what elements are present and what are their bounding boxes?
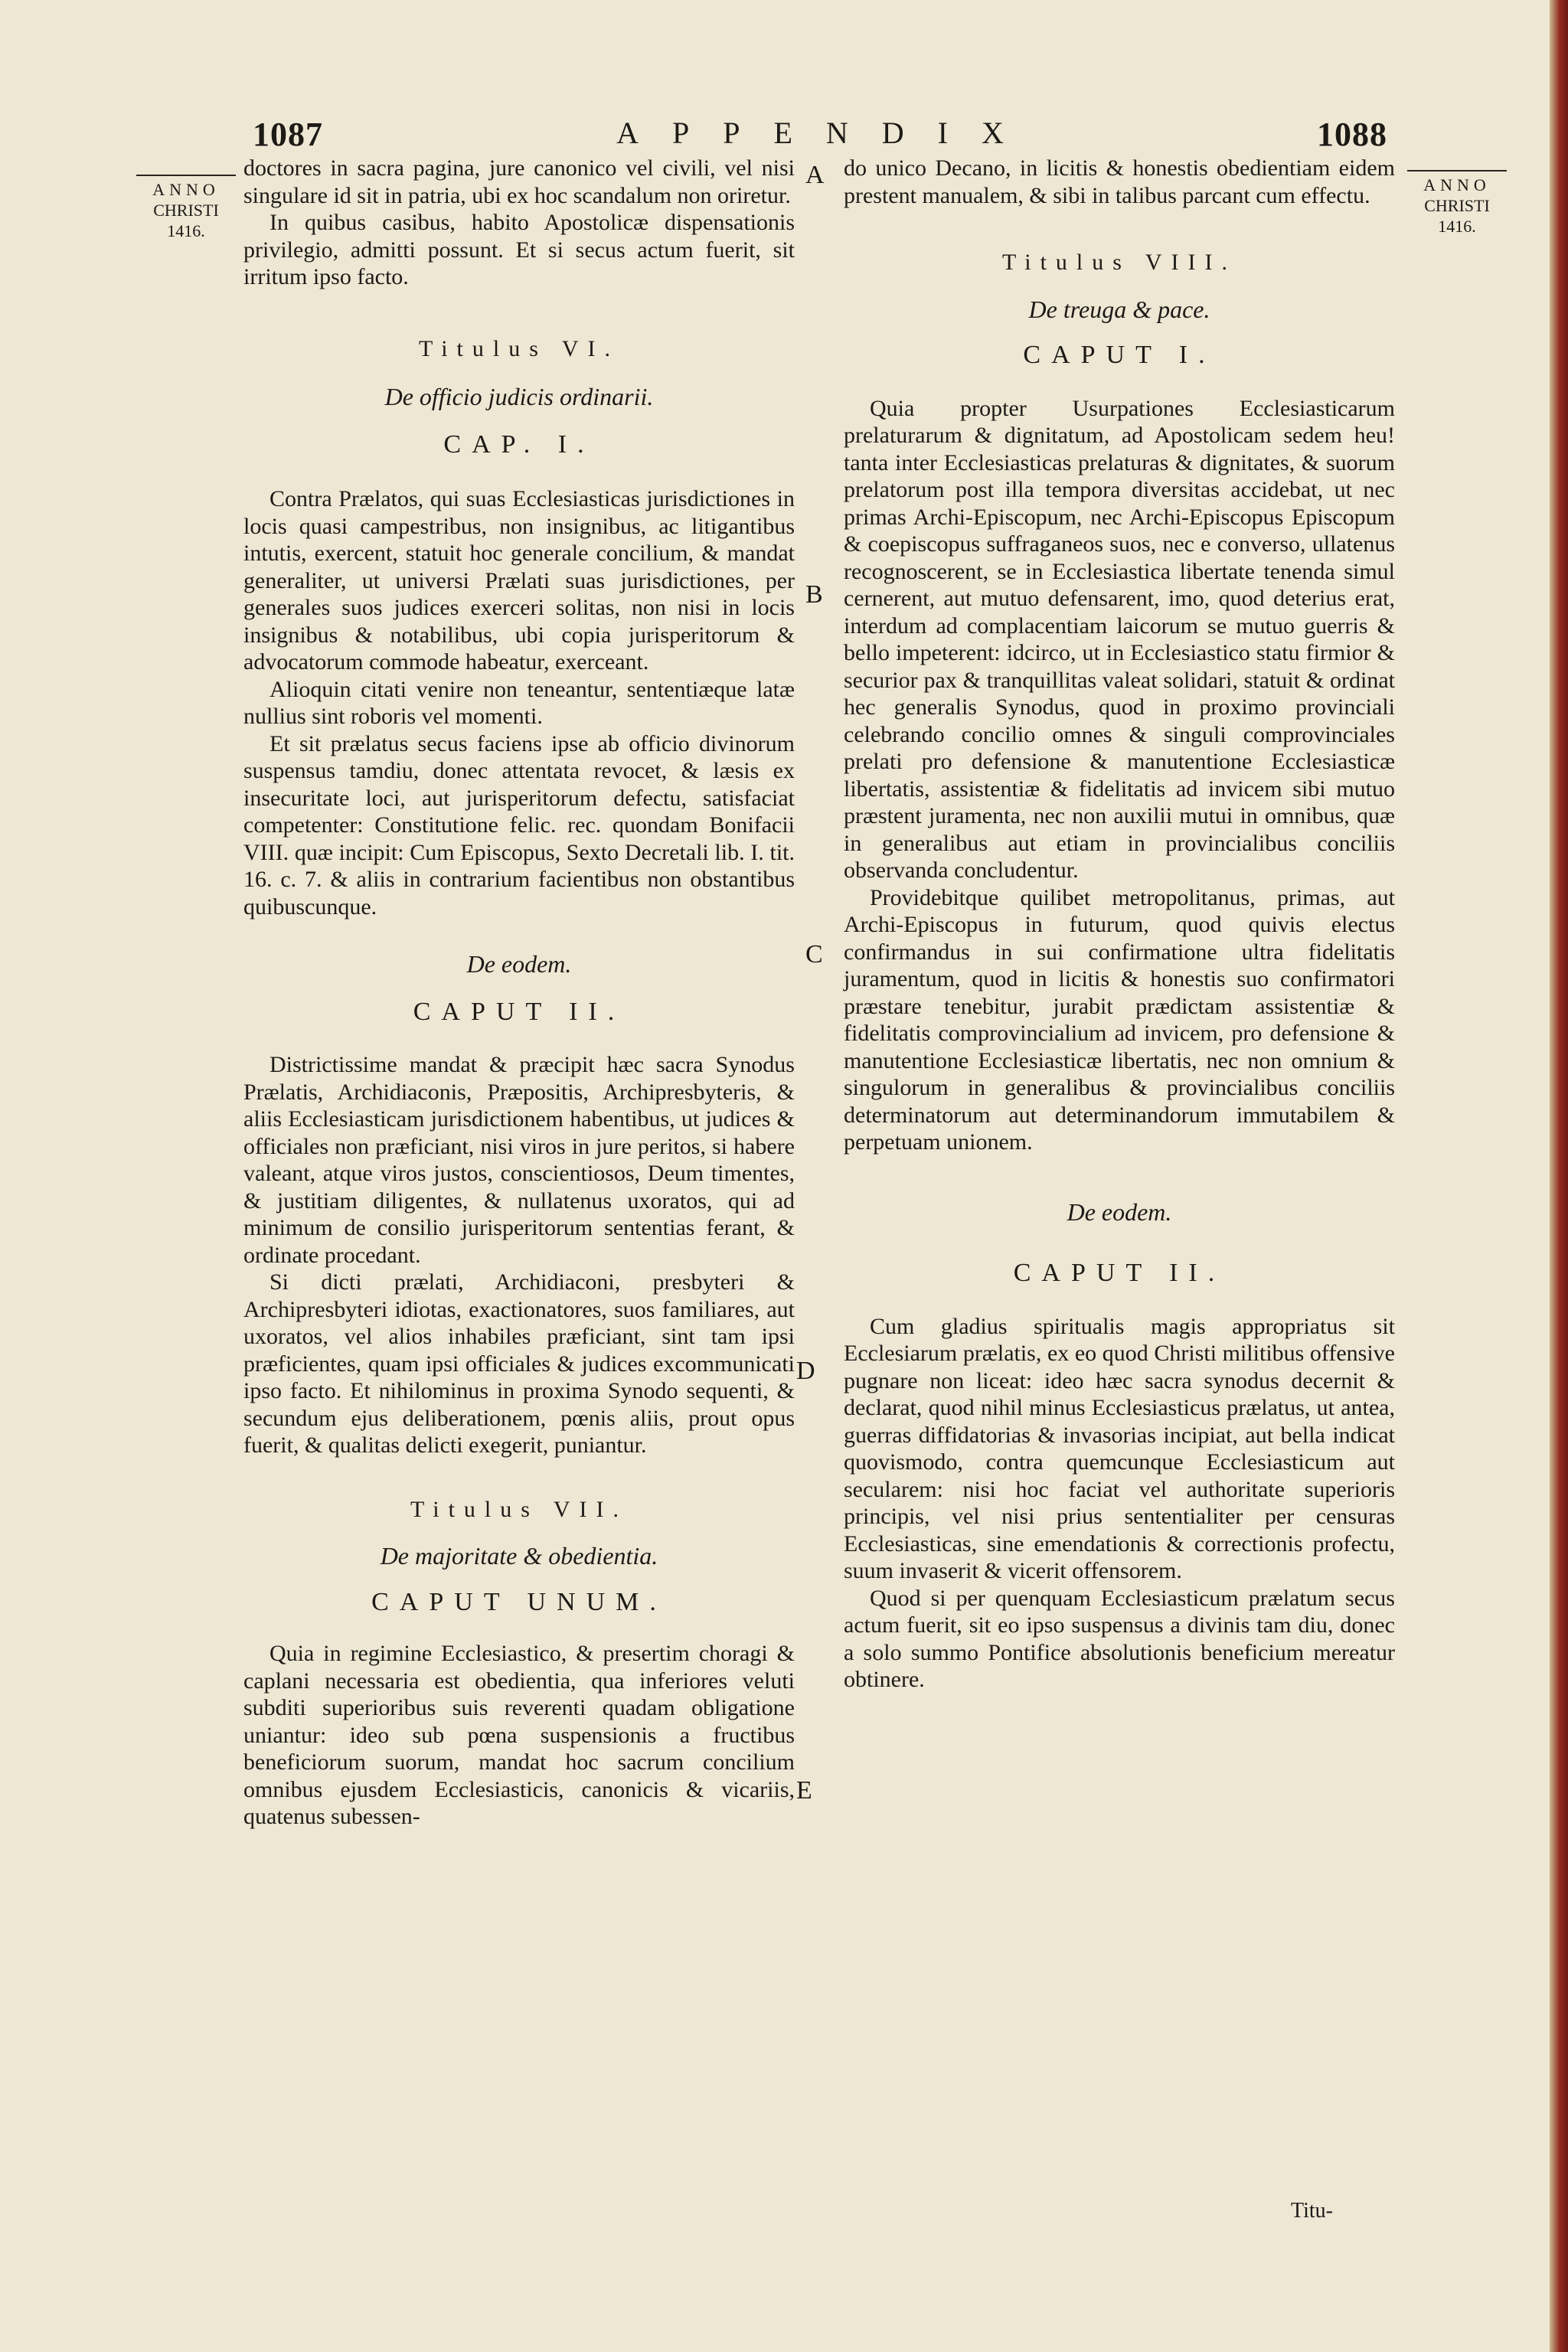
margin-note-christi: CHRISTI: [153, 201, 219, 220]
page-number-right: 1088: [1317, 116, 1387, 153]
titulus-heading: Titulus VI.: [418, 335, 620, 361]
paragraph: Cum gladius spiritualis magis appropriatus sit Ecclesiarum prælatis, ex eo quod Christi militibus offensive pugnare non liceat: ideo hæc sacra synodus decernit & declarat, quod nihil minus Ecclesiasticus prælatus, ut antea, guerras diffidatorias & invasorias incipiat, aut bella indicat quovismodo, contra quemcunque Ecclesiasticum aut secularem: nisi hoc faciat vel authoritate superioris principis, vel nisi prius sententialiter per censuras Ecclesiasticas, sine emendationis & correctionis profectu, suum invaserit & vicerit offensorem.: [844, 1313, 1395, 1583]
paragraph: Alioquin citati venire non teneantur, sententiæque latæ nullius sint roboris vel momenti.: [243, 676, 795, 729]
rubric: De eodem.: [1067, 1197, 1172, 1226]
section-letter-a: A: [805, 161, 825, 189]
margin-note-year: 1416.: [1438, 217, 1476, 236]
paragraph: Quia propter Usurpationes Ecclesiasticarum prelaturarum & dignitatum, ad Apostolicam sedem heu! tanta inter Ecclesiasticas prelaturas & dignitates, & suorum prelatorum post illa tempora diversitas accidebat, ut nec primas Archi-Episcopum, nec Archi-Episcopus Episcopum & coepiscopus suffraganeos suos, nec e converso, ullatenus recognoscerent, se in Ecclesiastica libertate tenenda simul cernerent, aut mutuo defensarent, imo, quod deterius erat, interdum ad complacentiam laicorum se mutuo guerris & bello impeterent: idcirco, ut in Ecclesiastico statu firmior & securior pax & tranquillitas valeat solidari, statuit & ordinat hec generalis Synodus, quod in proximo provinciali celebrando concilio omnes & singuli comprovinciales prelati pro defensione & manutentione Ecclesiasticæ libertatis, assistentiæ & fidelitatis ad invicem sibi mutuo præstent juramenta, nec non auxilii mutui in omnibus, quæ in generalibus aut etiam in provincialibus conciliis observanda concludentur.: [844, 395, 1395, 883]
paragraph: do unico Decano, in licitis & honestis obedientiam eidem prestent manualem, & sibi in talibus parcant cum effectu.: [844, 155, 1395, 208]
titulus-heading: Titulus VII.: [410, 1496, 629, 1522]
rubric: De majoritate & obedientia.: [380, 1542, 658, 1570]
right-column: [844, 155, 1395, 1694]
margin-note-christi: CHRISTI: [1424, 196, 1490, 215]
caput-heading: CAPUT I.: [1023, 341, 1216, 369]
paragraph: doctores in sacra pagina, jure canonico vel civili, vel nisi singulare id sit in patria, ubi ex hoc scandalum non oriretur.: [243, 155, 795, 208]
left-column: [243, 155, 795, 1831]
caput-heading: CAP. I.: [443, 430, 595, 459]
caput-heading: CAPUT II.: [1013, 1259, 1226, 1287]
paragraph: Contra Prælatos, qui suas Ecclesiasticas jurisdictiones in locis quasi campestribus, non insignibus, ac litigantibus intutis, exercent, statuit hoc generale concilium, & mandat generaliter, ut universi Prælati suas jurisdictiones, per generales suos judices exerceri solitas, non nisi in locis insignibus & notabilibus, ubi copia jurisperitorum & advocatorum commode habeatur, exerceant.: [243, 486, 795, 675]
margin-note-anno: ANNO: [1423, 175, 1491, 194]
paragraph: Si dicti prælati, Archidiaconi, presbyteri & Archipresbyteri idiotas, exactionatores, suos familiares, aut uxoratos, vel alios inhabiles præficiant, sint tam ipsi præficientes, quam ipsi officiales & judices excommunicati ipso facto. Et nihilominus in proxima Synodo sequenti, & secundum ejus deliberationem, pœnis aliis, prout opus fuerit, & qualitas delicti exegerit, puniantur.: [243, 1269, 795, 1458]
rubric: De officio judicis ordinarii.: [384, 383, 654, 410]
section-letter-e: E: [796, 1776, 812, 1805]
section-letter-d: D: [796, 1357, 815, 1385]
section-letter-b: B: [805, 580, 823, 609]
paragraph: Quod si per quenquam Ecclesiasticum prælatum secus actum fuerit, sit eo ipso suspensus a divinis tam diu, donec a solo summo Pontifice absolutionis beneficium mereatur obtinere.: [844, 1585, 1395, 1692]
margin-note-right: [1407, 170, 1507, 237]
page-number-left: 1087: [253, 116, 323, 153]
running-title: APPENDIX: [616, 116, 1037, 150]
rubric: De eodem.: [466, 950, 572, 978]
rubric: De treuga & pace.: [1028, 295, 1210, 323]
margin-note-anno: ANNO: [152, 180, 220, 199]
paragraph: Districtissime mandat & præcipit hæc sacra Synodus Prælatis, Archidiaconis, Præpositis, Archipresbyteris, & aliis Ecclesiasticam jurisdictionem habentibus, ut judices & officiales non præficiant, nisi viros in jure peritos, si habere valeant, atque viros justos, conscientiosos, Deum timentes, & justitiam diligentes, & nullatenus uxoratos, qui ad minimum de consilio jurisperitorum sententias ferant, & ordinate procedant.: [243, 1052, 795, 1268]
paragraph: In quibus casibus, habito Apostolicæ dispensationis privilegio, admitti possunt. Et si secus actum fuerit, sit irritum ipso facto.: [243, 210, 795, 289]
caput-heading: CAPUT II.: [413, 997, 626, 1026]
margin-note-year: 1416.: [167, 221, 205, 240]
titulus-heading: Titulus VIII.: [1001, 250, 1237, 275]
margin-note-left: [136, 175, 236, 241]
caput-heading: CAPUT UNUM.: [371, 1587, 667, 1616]
catchword: Titu-: [1291, 2199, 1334, 2223]
book-spine-edge: [1550, 0, 1568, 2352]
paragraph: Et sit prælatus secus faciens ipse ab officio divinorum suspensus tamdiu, donec attentata revocet, & læsis ex insecuritate loci, aut jurisperitorum defectu, satisfaciat competenter: Constitutione felic. rec. quondam Bonifacii VIII. quæ incipit: Cum Episcopus, Sexto Decretali lib. I. tit. 16. c. 7. & aliis in contrarium facientibus non obstantibus quibuscunque.: [243, 730, 795, 920]
paragraph: Providebitque quilibet metropolitanus, primas, aut Archi-Episcopus in futurum, quod quivis electus confirmandus in sui confirmatione ultra fidelitatis juramentum, quod in licitis & honestis suo confirmatori præstare tenebitur, jurabit prædictam assistentiæ & fidelitatis comprovincialium ad invicem, pro defensione & manutentione Ecclesiasticæ libertatis, nec non omnium & singulorum in generalibus & provincialibus conciliis determinatorum aut determinandorum immutabilem & perpetuam unionem.: [844, 884, 1395, 1155]
section-letter-c: C: [805, 940, 823, 969]
paragraph: Quia in regimine Ecclesiastico, & presertim choragi & caplani necessaria est obedientia, qua inferiores veluti subditi superioribus suis reverenti quadam obligatione uniantur: ideo sub pœna suspensionis a fructibus beneficiorum suorum, mandat hoc sacrum concilium omnibus ejusdem Ecclesiasticis, canonicis & vicariis, quatenus subessen-: [243, 1641, 795, 1829]
